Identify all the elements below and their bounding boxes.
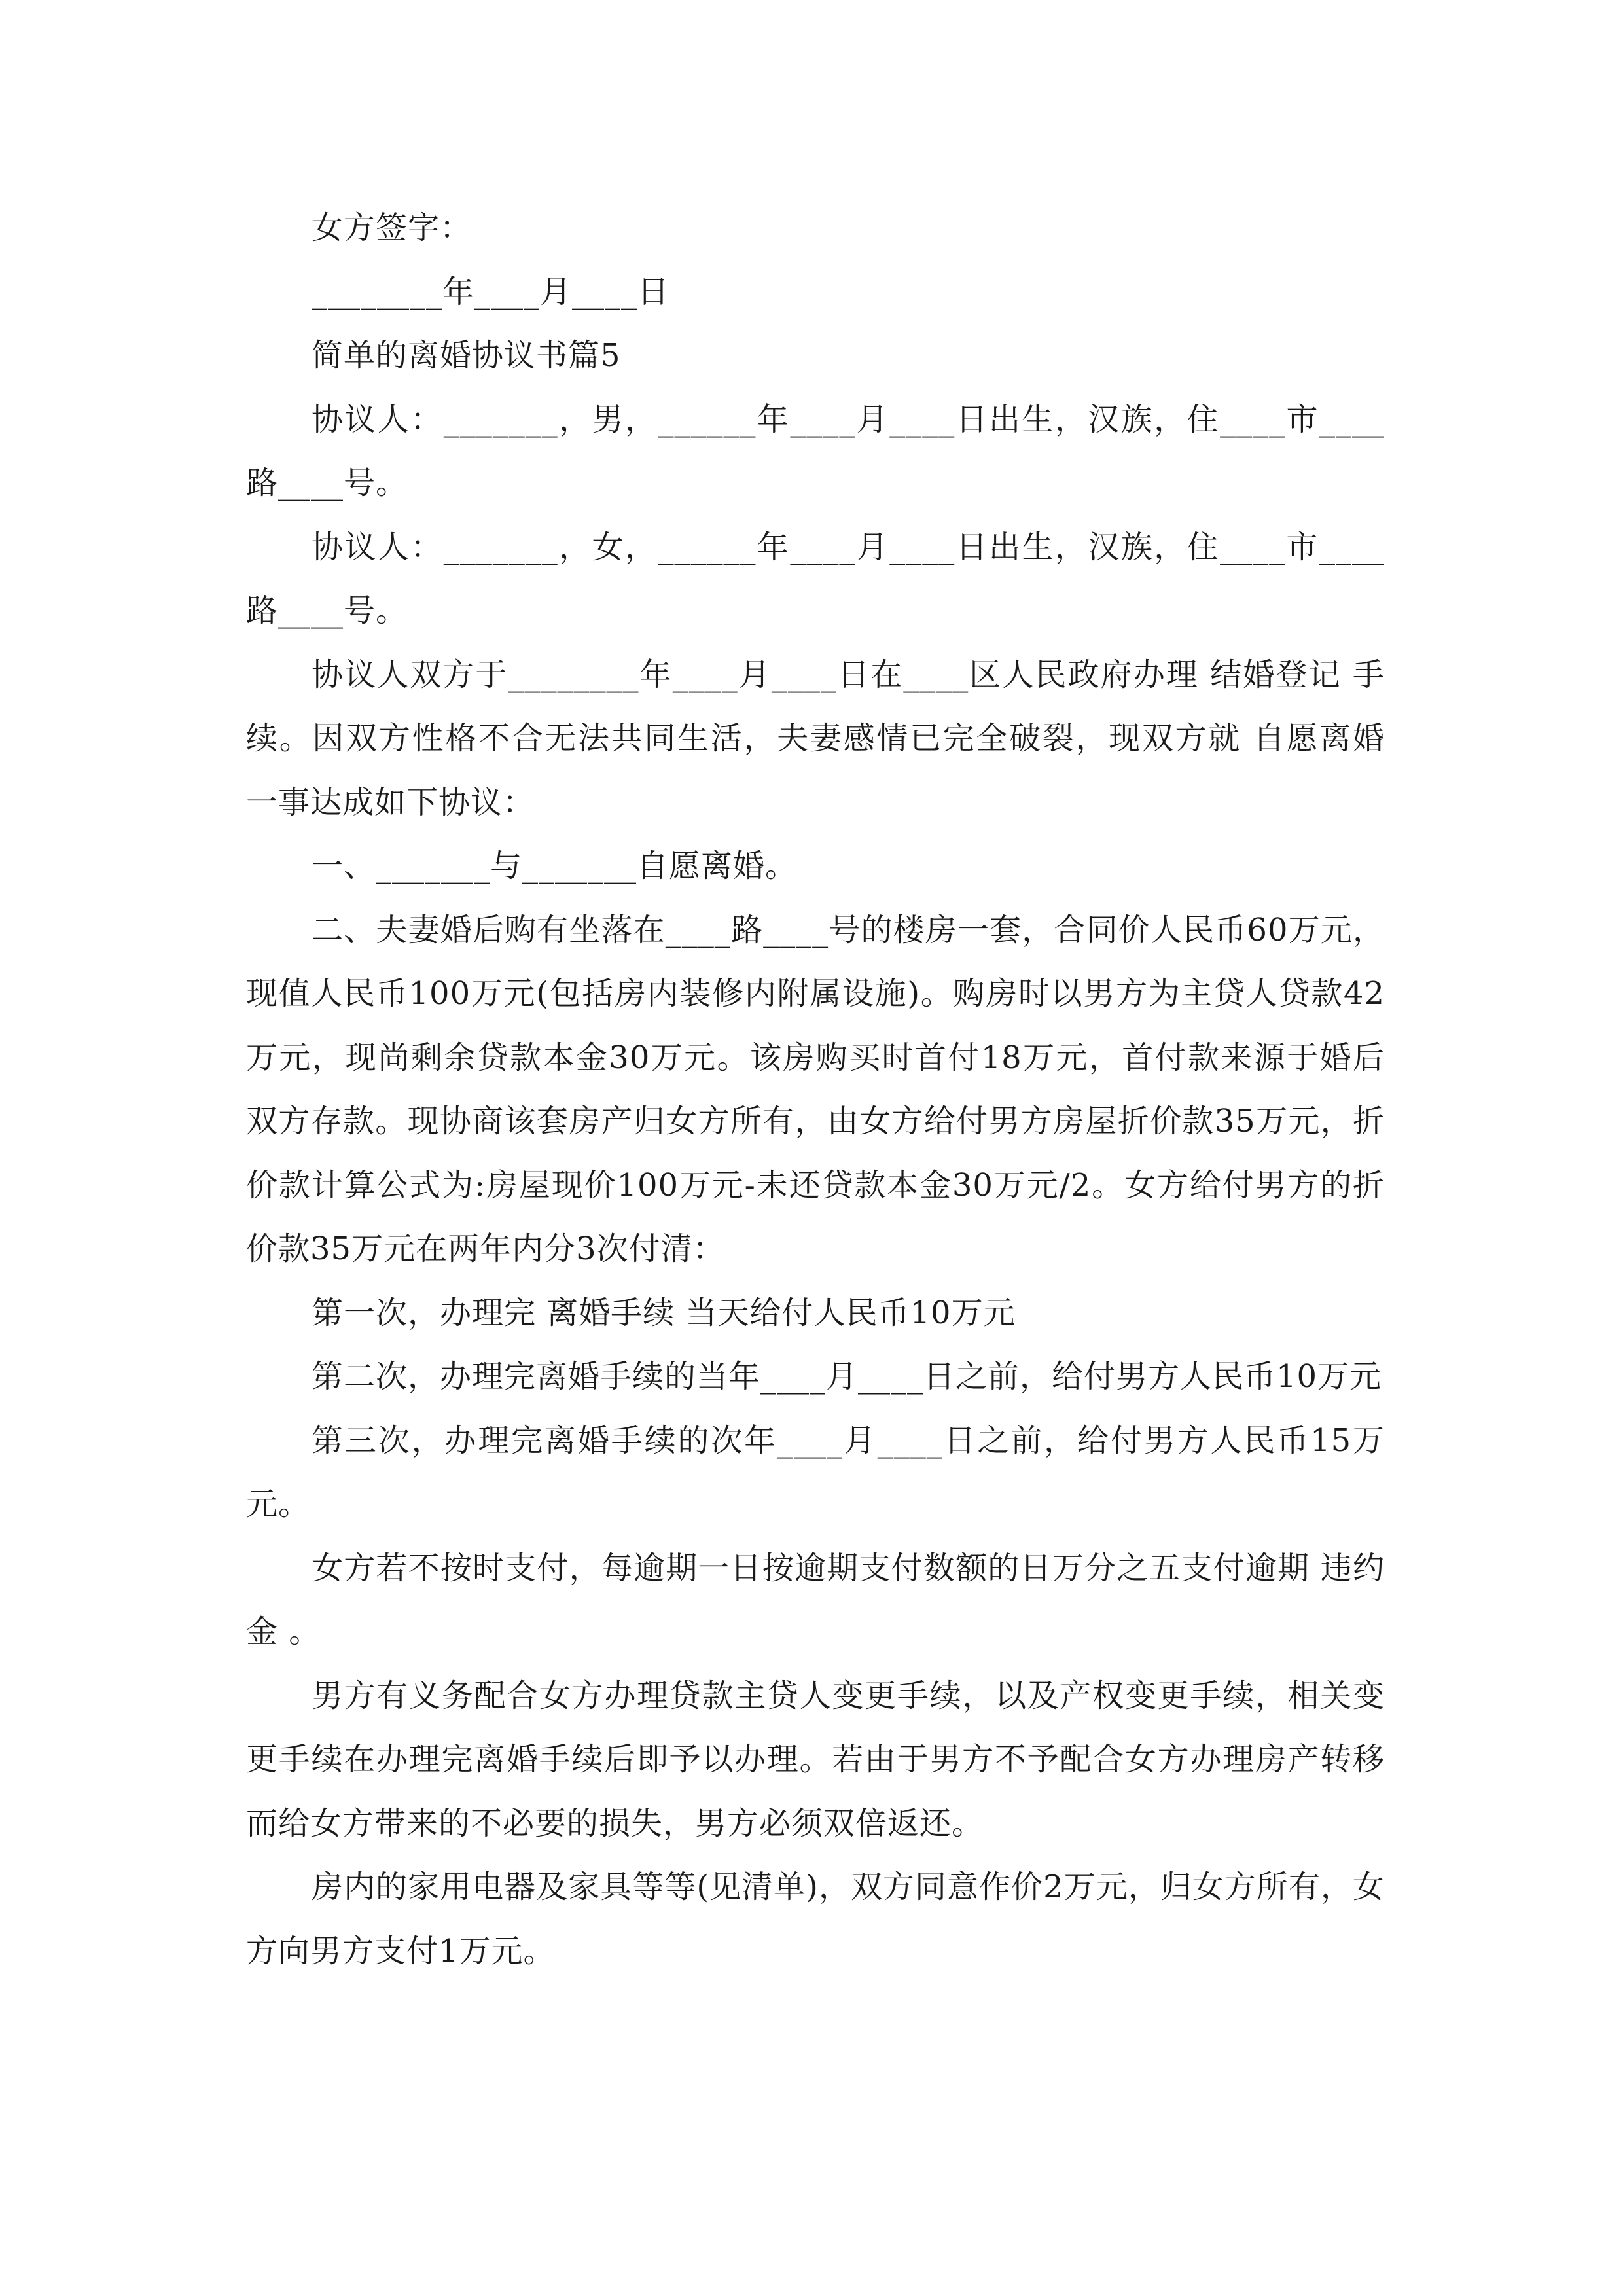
- clause-one-paragraph: 一、_______与_______自愿离婚。: [312, 848, 798, 884]
- marriage-background-paragraph: 协议人双方于________年____月____日在____区人民政府办理 结婚登记 手续。因双方性格不合无法共同生活，夫妻感情已完全破裂，现双方就 自愿离婚 一事达成如下协议：: [246, 656, 1385, 821]
- female-signature-line: 女方签字：: [312, 209, 473, 246]
- signature-date-line: ________年____月____日: [312, 273, 670, 310]
- clause-two-paragraph: 二、夫妻婚后购有坐落在____路____号的楼房一套，合同价人民币60万元，现值人民币100万元(包括房内装修内附属设施)。购房时以男方为主贷人贷款42万元，现尚剩余贷款本金30万元。该房购买时首付18万元，首付款来源于婚后双方存款。现协商该套房产归女方所有，由女方给付男方房屋折价款35万元，折价款计算公式为:房屋现价100万元-未还贷款本金30万元/2。女方给付男方的折价款35万元在两年内分3次付清：: [246, 911, 1385, 1267]
- document-body: [246, 196, 1385, 1983]
- party-female-paragraph: 协议人：_______，女，______年____月____日出生，汉族，住____市____路____号。: [246, 528, 1385, 629]
- late-payment-paragraph: 女方若不按时支付，每逾期一日按逾期支付数额的日万分之五支付逾期 违约金 。: [246, 1549, 1385, 1650]
- payment-first-paragraph: 第一次，办理完 离婚手续 当天给付人民币10万元: [312, 1294, 1016, 1331]
- loan-transfer-paragraph: 男方有义务配合女方办理贷款主贷人变更手续，以及产权变更手续，相关变更手续在办理完离婚手续后即予以办理。若由于男方不予配合女方办理房产转移而给女方带来的不必要的损失，男方必须双倍返还。: [246, 1677, 1385, 1842]
- section-title: 简单的离婚协议书篇5: [312, 337, 621, 374]
- payment-second-paragraph: 第二次，办理完离婚手续的当年____月____日之前，给付男方人民币10万元: [312, 1358, 1382, 1395]
- furniture-paragraph: 房内的家用电器及家具等等(见清单)，双方同意作价2万元，归女方所有，女方向男方支付1万元。: [246, 1869, 1385, 1969]
- payment-third-paragraph: 第三次，办理完离婚手续的次年____月____日之前，给付男方人民币15万元。: [246, 1422, 1385, 1522]
- party-male-paragraph: 协议人：_______，男，______年____月____日出生，汉族，住____市____路____号。: [246, 401, 1385, 501]
